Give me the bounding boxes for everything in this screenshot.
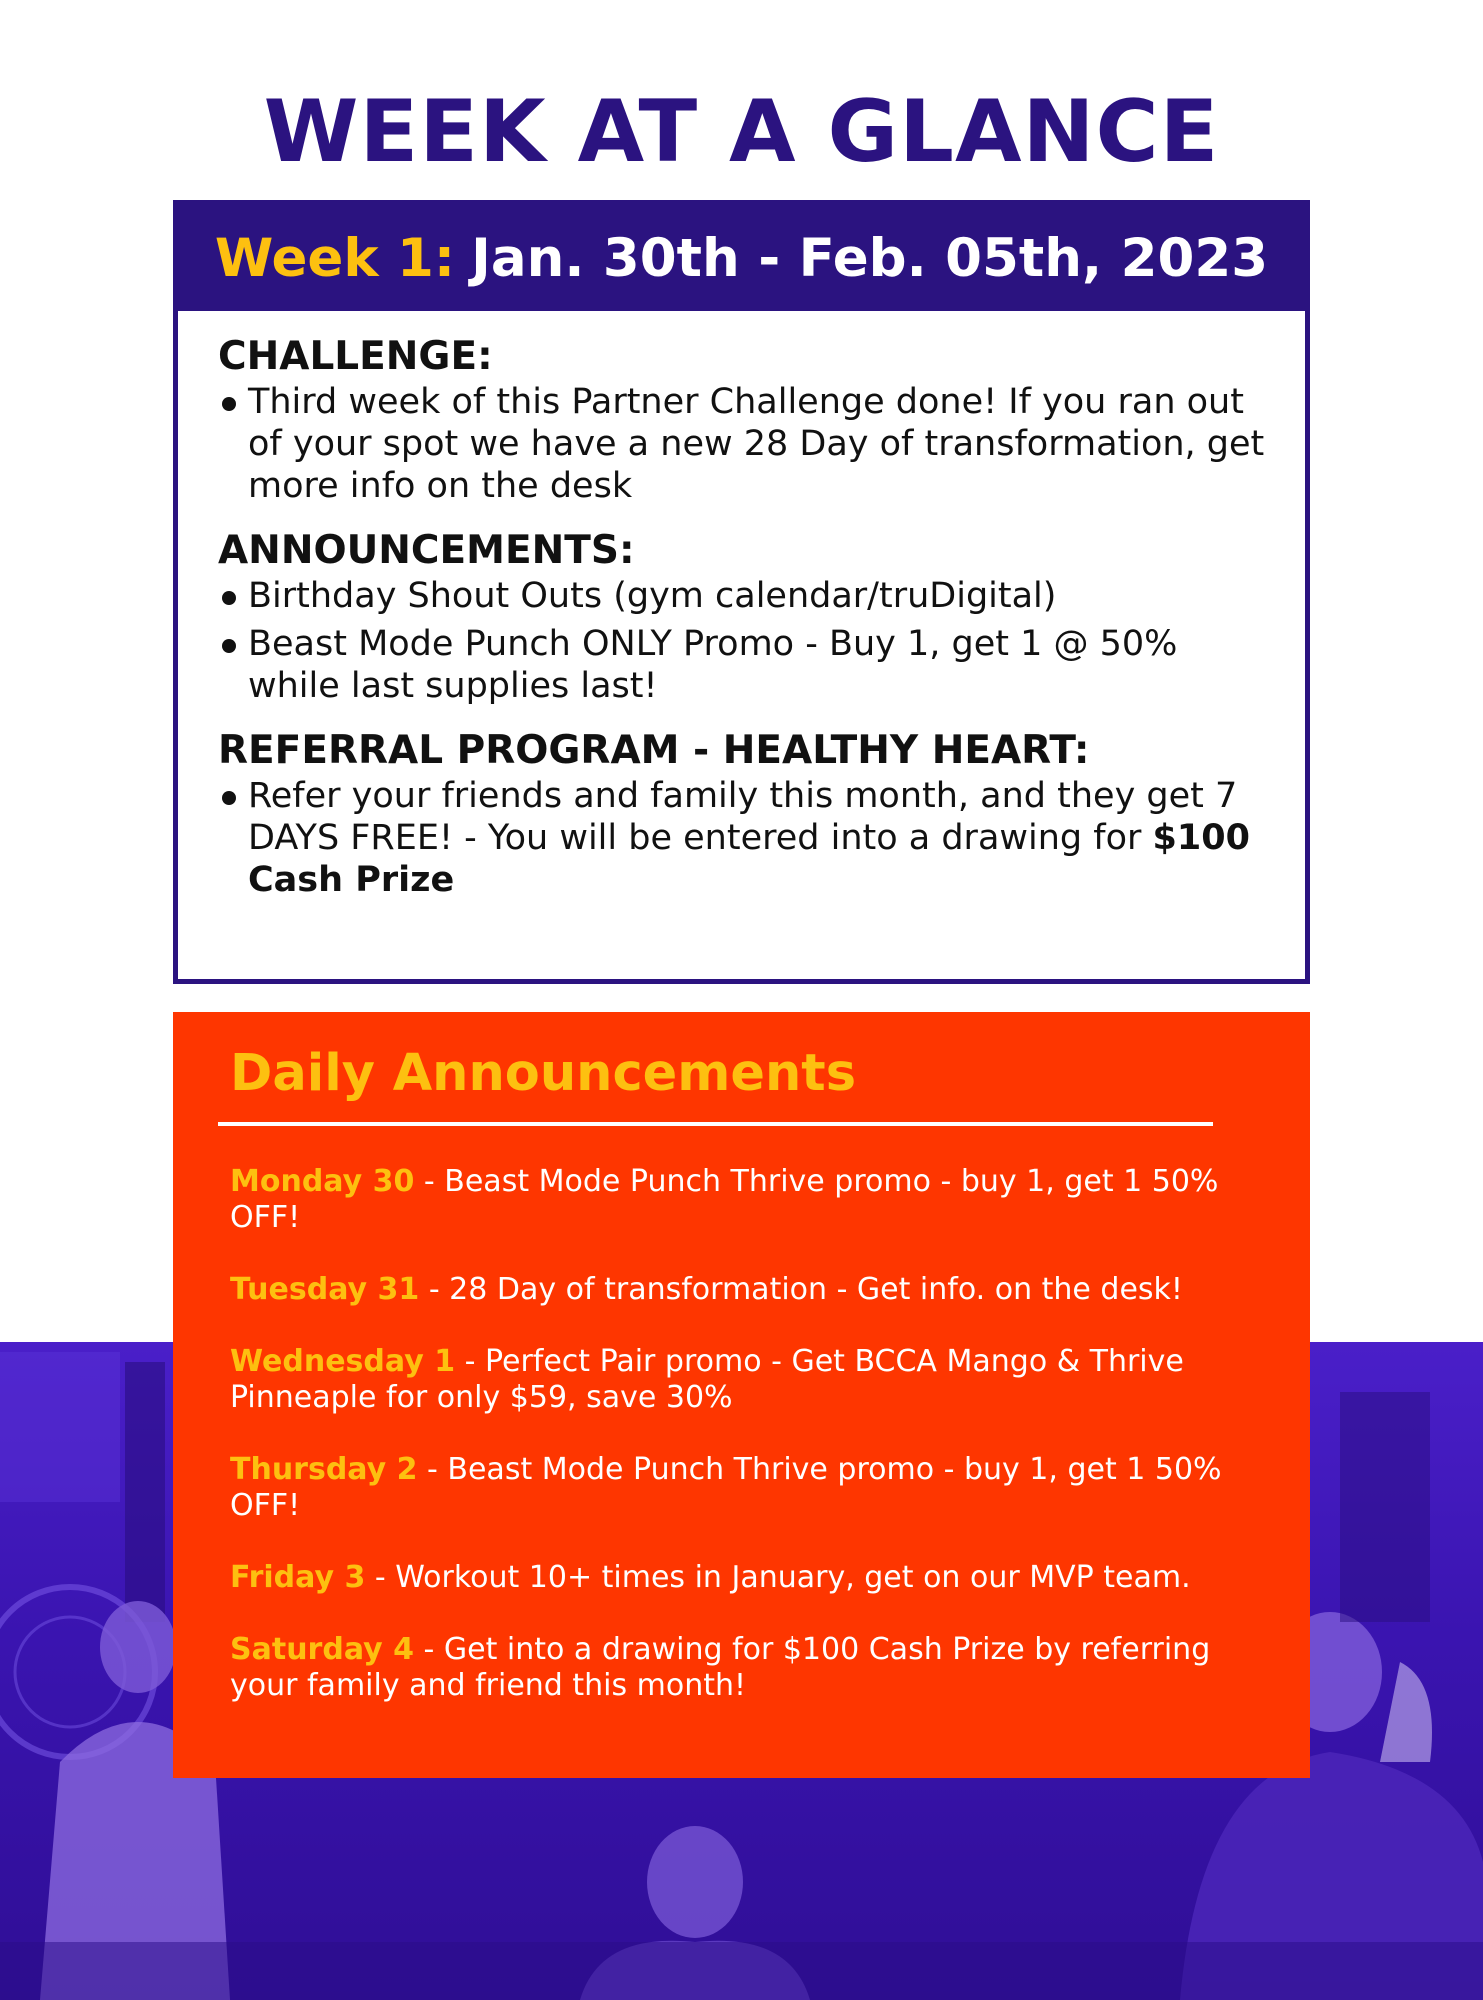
daily-item-thursday bbox=[230, 1452, 1280, 1524]
daily-item-tuesday bbox=[230, 1272, 1280, 1308]
day-label: Wednesday 1 bbox=[230, 1344, 456, 1379]
day-text: - 28 Day of transformation - Get info. on the desk! bbox=[419, 1272, 1183, 1307]
announcements-heading: ANNOUNCEMENTS: bbox=[218, 528, 635, 573]
week-label: Week 1: bbox=[214, 227, 456, 289]
daily-item-saturday bbox=[230, 1632, 1280, 1704]
challenge-heading: CHALLENGE: bbox=[218, 334, 493, 379]
week-dates: Jan. 30th - Feb. 05th, 2023 bbox=[471, 227, 1269, 289]
list-item: Birthday Shout Outs (gym calendar/truDigital) bbox=[218, 575, 1275, 617]
day-text: - Beast Mode Punch Thrive promo - buy 1, get 1 50% OFF! bbox=[230, 1164, 1219, 1235]
week-content bbox=[178, 311, 1305, 901]
daily-announcements-box bbox=[173, 1012, 1310, 1778]
announcements-list bbox=[218, 575, 1275, 707]
daily-item-wednesday bbox=[230, 1344, 1280, 1416]
referral-text: Refer your friends and family this month, and they get 7 DAYS FREE! - You will be entered into a drawing for bbox=[248, 776, 1238, 858]
day-label: Friday 3 bbox=[230, 1560, 366, 1595]
page-title: WEEK AT A GLANCE bbox=[263, 82, 1220, 182]
day-label: Saturday 4 bbox=[230, 1632, 415, 1667]
challenge-list bbox=[218, 381, 1275, 507]
day-text: - Workout 10+ times in January, get on our MVP team. bbox=[365, 1560, 1191, 1595]
referral-heading: REFERRAL PROGRAM - HEALTHY HEART: bbox=[218, 728, 1090, 773]
day-label: Tuesday 31 bbox=[230, 1272, 420, 1307]
day-text: - Perfect Pair promo - Get BCCA Mango & Thrive Pinneaple for only $59, save 30% bbox=[230, 1344, 1184, 1415]
week-header bbox=[178, 205, 1305, 311]
day-text: - Beast Mode Punch Thrive promo - buy 1, get 1 50% OFF! bbox=[230, 1452, 1222, 1523]
divider bbox=[218, 1122, 1213, 1126]
day-label: Thursday 2 bbox=[230, 1452, 418, 1487]
daily-item-monday bbox=[230, 1164, 1280, 1236]
referral-prize: $100 Cash Prize bbox=[248, 818, 1250, 900]
week-summary-box bbox=[173, 200, 1310, 984]
referral-list bbox=[218, 775, 1275, 901]
day-label: Monday 30 bbox=[230, 1164, 415, 1199]
list-item: Beast Mode Punch ONLY Promo - Buy 1, get 1 @ 50% while last supplies last! bbox=[218, 623, 1275, 707]
day-text: - Get into a drawing for $100 Cash Prize by referring your family and friend this month! bbox=[230, 1632, 1211, 1703]
daily-item-friday bbox=[230, 1560, 1280, 1596]
list-item bbox=[218, 775, 1275, 901]
daily-announcements-heading: Daily Announcements bbox=[230, 1044, 857, 1103]
list-item: Third week of this Partner Challenge done! If you ran out of your spot we have a new 28 Day of transformation, get more info on the desk bbox=[218, 381, 1275, 507]
